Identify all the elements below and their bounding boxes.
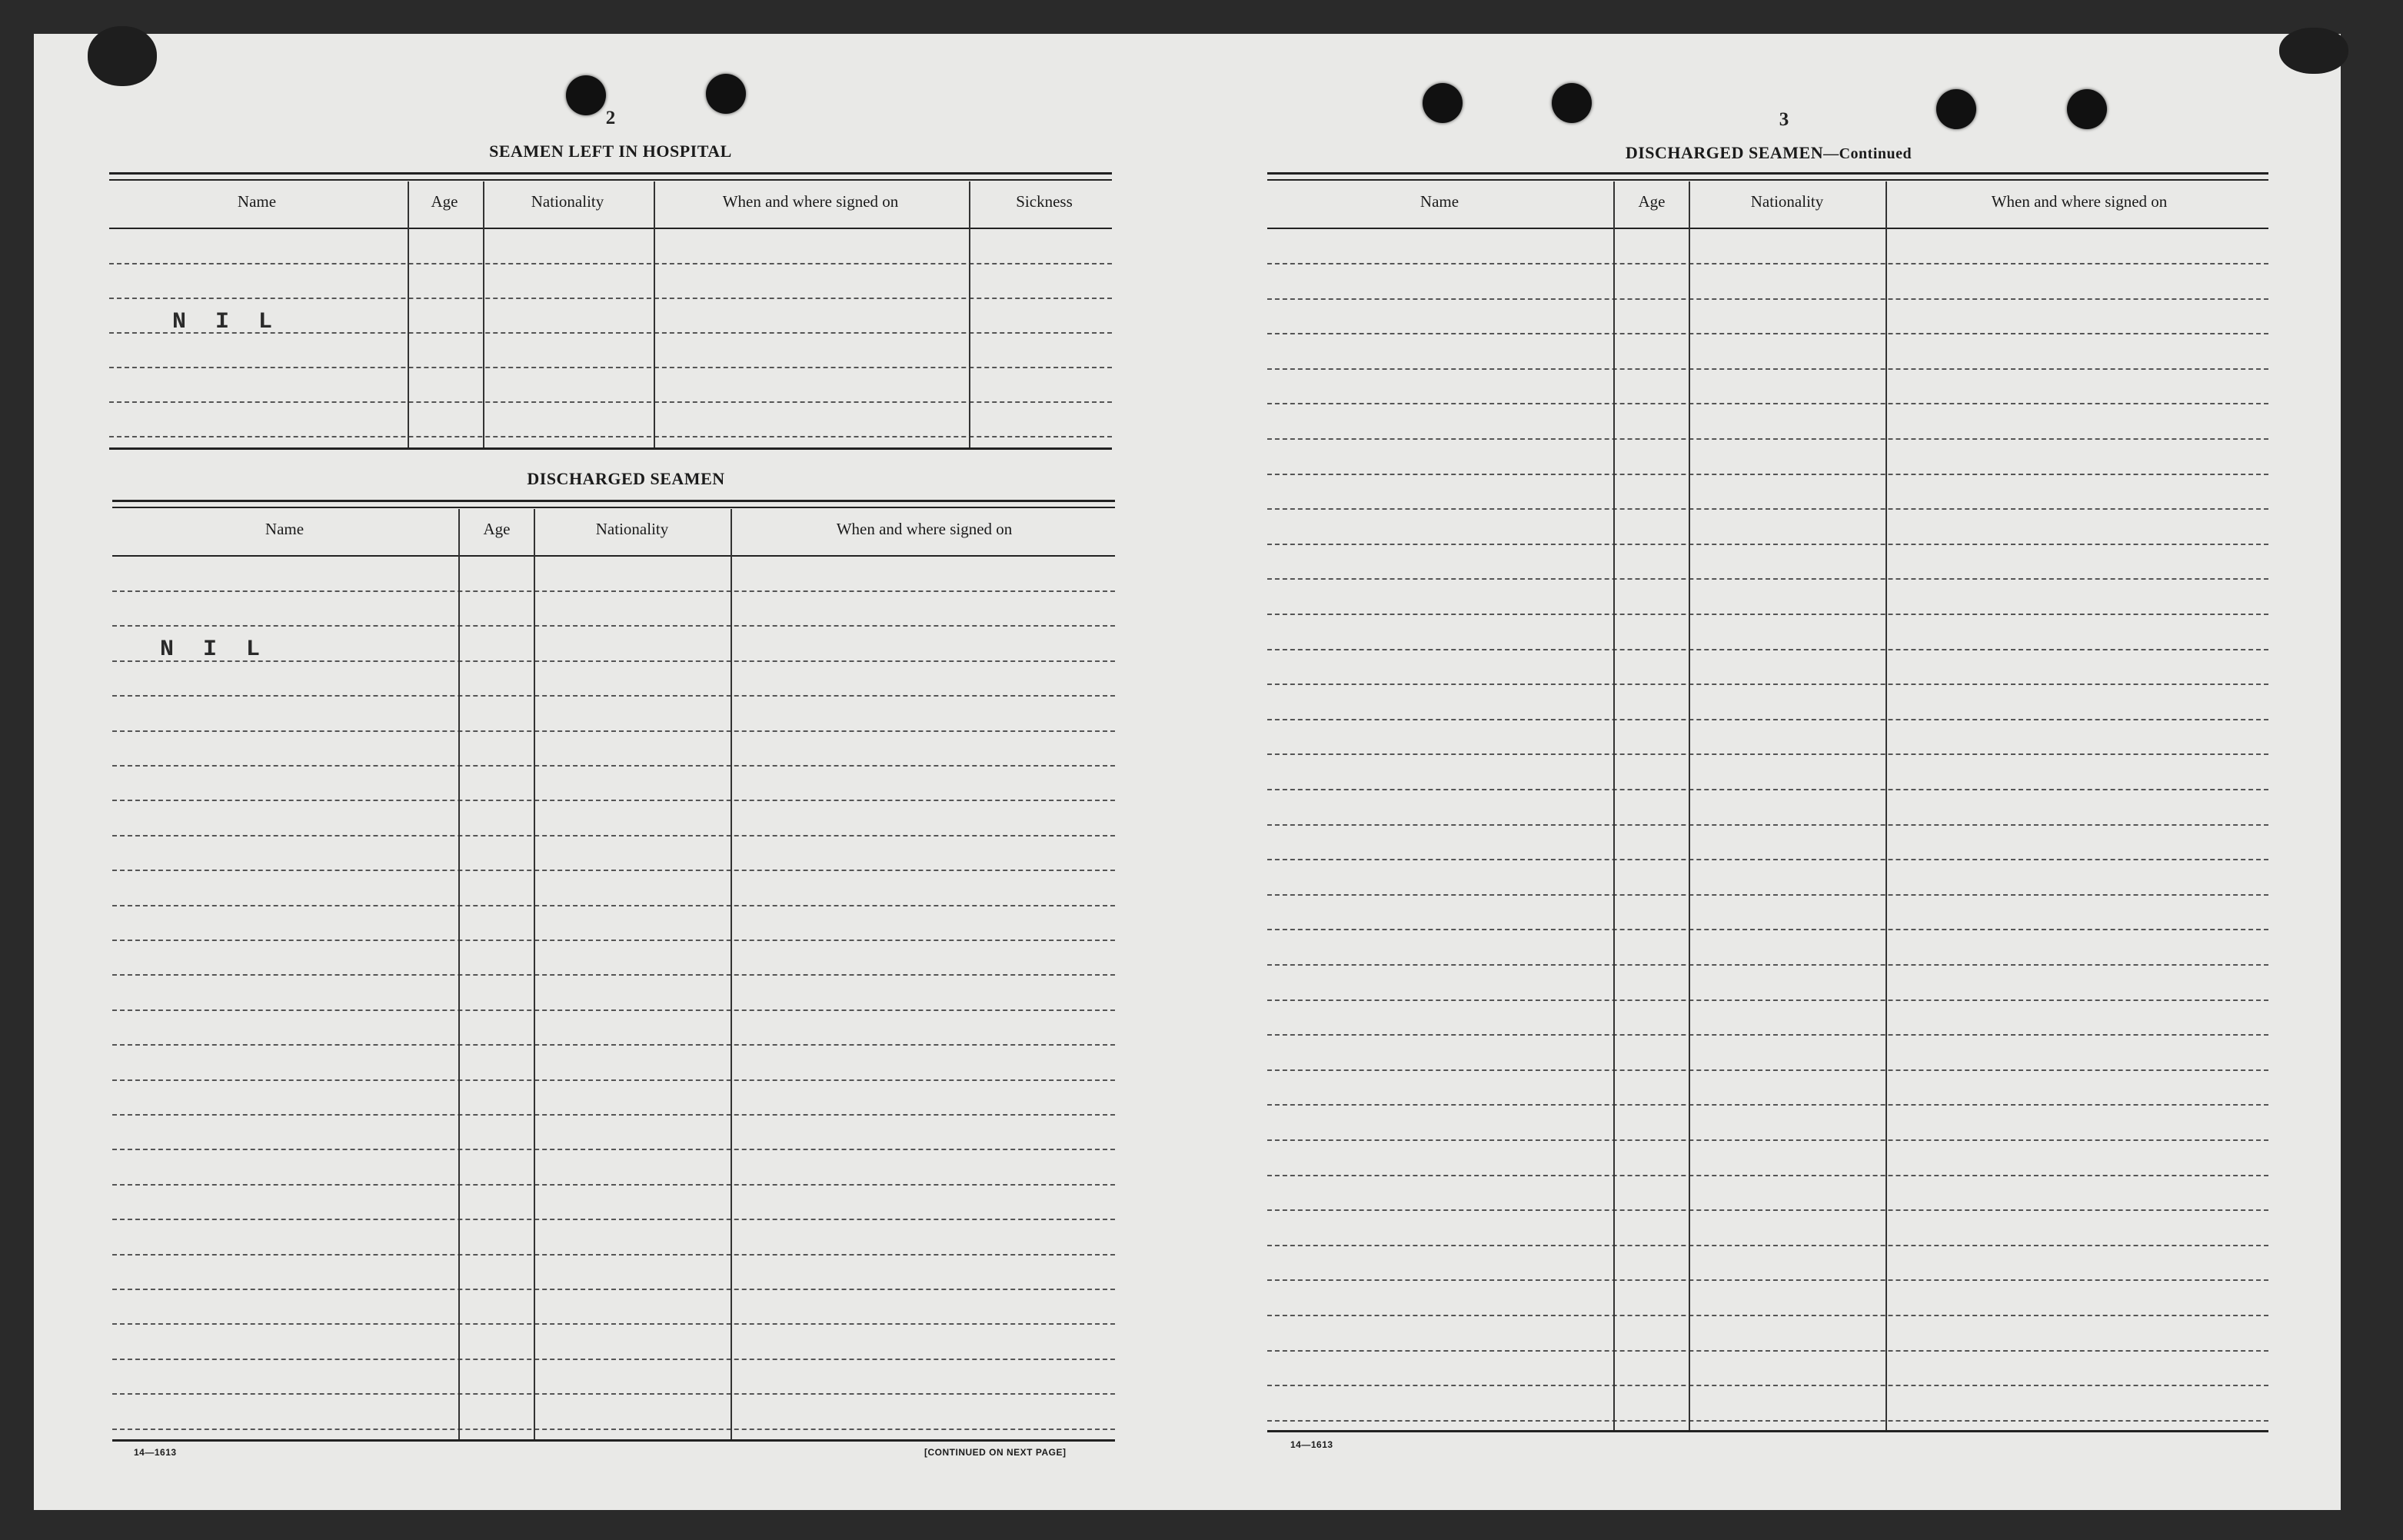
table-row-line [1267,614,2268,615]
table-row-line [1267,333,2268,334]
column-divider [458,509,460,1439]
table-row-line [112,1009,1115,1011]
column-divider [1689,181,1690,1430]
table-row-line [112,905,1115,906]
table-row-line [1267,298,2268,300]
table-row-line [112,1044,1115,1046]
table-row-line [112,1219,1115,1220]
right-page [1187,34,2341,1510]
table-row-line [1267,1385,2268,1386]
table-row-line [1267,544,2268,545]
table-row-line [1267,894,2268,896]
table-row-line [112,765,1115,767]
page-number: 3 [1779,109,1789,130]
col-header-name: Name [265,520,305,538]
table-row-line [112,1254,1115,1256]
table-row-line [109,298,1112,299]
table-row-line [1267,789,2268,790]
column-divider [969,181,970,447]
table-row-line [109,263,1112,264]
col-header-when-where: When and where signed on [722,192,899,211]
section-title-suffix: —Continued [1823,145,1912,162]
col-header-nationality: Nationality [595,520,669,538]
column-divider [408,181,409,447]
table-row-line [1267,578,2268,580]
table-row-line [112,1429,1115,1430]
table-row-line [1267,1069,2268,1071]
table-row-line [112,730,1115,732]
section-title: DISCHARGED SEAMEN [1625,143,1824,162]
table-row-line [112,1393,1115,1395]
table-row-line [1267,1209,2268,1211]
column-divider [534,509,535,1439]
table-row-line [112,625,1115,627]
table-row-line [112,974,1115,976]
col-header-when-where: When and where signed on [1991,192,2168,211]
table-row-line [109,367,1112,368]
table-row-line [1267,929,2268,930]
col-header-nationality: Nationality [531,192,604,211]
column-divider [731,509,732,1439]
table-row-line [1267,1000,2268,1001]
table-row-line [1267,719,2268,720]
table-row-line [112,835,1115,837]
table-row-line [112,1114,1115,1116]
column-divider [1885,181,1887,1430]
table-row-line [1267,753,2268,755]
left-page [34,34,1187,1510]
table-row-line [109,401,1112,403]
table-row-line [112,1359,1115,1360]
section-bottom-rule [112,1439,1115,1442]
col-header-name: Name [1420,192,1459,211]
section-title-discharged-continued [1626,143,1912,163]
column-divider [483,181,484,447]
table-row-line [112,695,1115,697]
form-number: 14—1613 [1290,1439,1333,1450]
table-row-line [1267,1034,2268,1036]
col-header-age: Age [1638,192,1666,211]
table-row-line [1267,859,2268,860]
col-header-age: Age [431,192,458,211]
table-row-line [1267,1420,2268,1422]
col-header-sickness: Sickness [1016,192,1073,211]
column-divider [654,181,655,447]
table-row-line [1267,508,2268,510]
continued-note: [CONTINUED ON NEXT PAGE] [924,1447,1067,1458]
table-row-line [1267,474,2268,475]
column-header-rule [112,555,1115,557]
table-row-line [1267,964,2268,966]
table-row-line [1267,824,2268,826]
table-row-line [112,940,1115,941]
table-row-line [1267,1315,2268,1316]
table-row-line [112,1149,1115,1150]
table-row-line [112,1184,1115,1186]
table-row-line [112,800,1115,801]
table-row-line [1267,263,2268,264]
table-row-line [1267,1104,2268,1106]
table-row-line [112,1289,1115,1290]
header-rule [1267,172,2268,181]
table-row-line [1267,649,2268,650]
table-row-line [109,436,1112,437]
table-row-line [1267,1350,2268,1352]
table-row-line [1267,1279,2268,1281]
form-number: 14—1613 [134,1447,177,1458]
header-rule [109,172,1112,181]
discharged-nil-entry: N I L [160,637,268,663]
table-row-line [1267,403,2268,404]
table-row-line [1267,1245,2268,1246]
col-header-nationality: Nationality [1750,192,1824,211]
header-rule [112,500,1115,508]
section-bottom-rule [109,447,1112,450]
column-header-rule [109,228,1112,229]
section-bottom-rule [1267,1430,2268,1432]
table-row-line [1267,368,2268,370]
column-header-rule [1267,228,2268,229]
table-row-line [112,590,1115,592]
table-row-line [112,1079,1115,1081]
section-title-hospital: SEAMEN LEFT IN HOSPITAL [489,141,732,161]
col-header-age: Age [483,520,511,538]
hospital-nil-entry: N I L [172,309,281,335]
table-row-line [1267,1175,2268,1176]
column-divider [1613,181,1615,1430]
col-header-name: Name [237,192,277,211]
table-row-line [1267,684,2268,685]
col-header-when-where: When and where signed on [836,520,1013,538]
table-row-line [1267,1139,2268,1141]
table-row-line [112,870,1115,871]
table-row-line [1267,438,2268,440]
section-title-discharged: DISCHARGED SEAMEN [527,469,725,488]
page-number: 2 [605,108,616,128]
table-row-line [112,1323,1115,1325]
document-paper [34,34,2341,1510]
